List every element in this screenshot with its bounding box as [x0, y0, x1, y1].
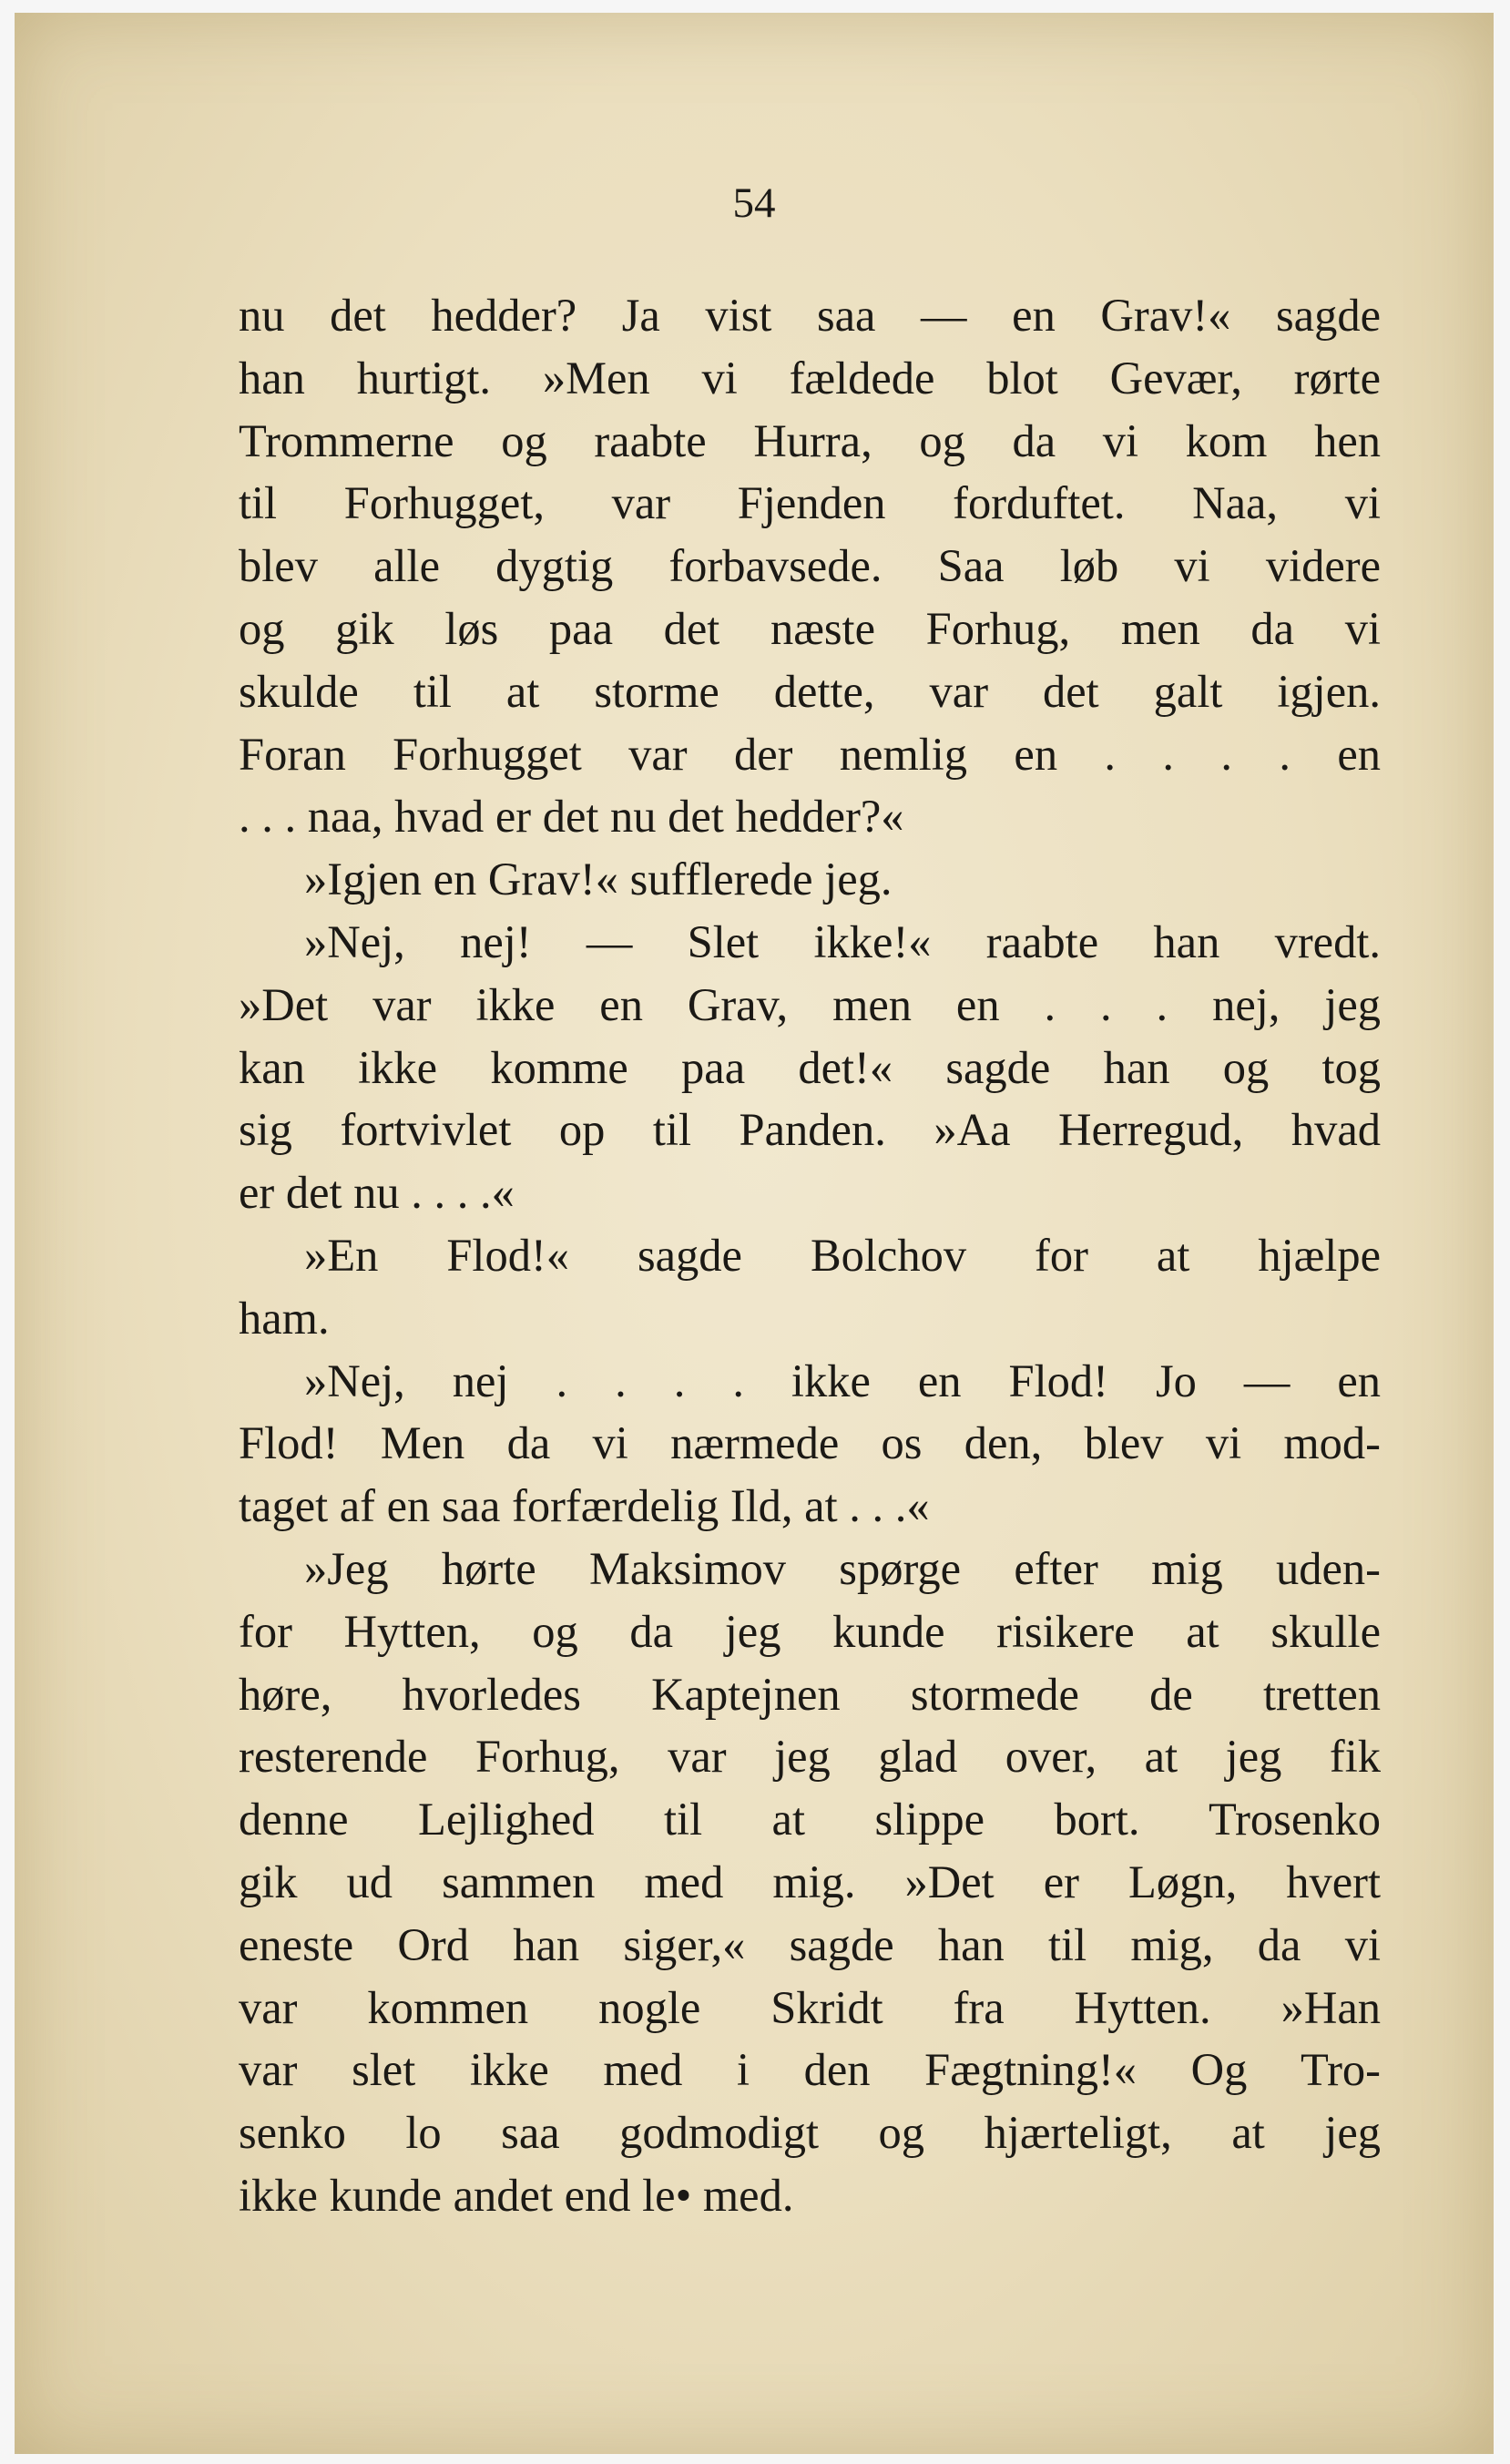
text-line: Flod! Men da vi nærmede os den, blev vi mod-	[239, 1417, 1381, 1469]
text-line: Foran Forhugget var der nemlig en . . . . en	[239, 728, 1381, 780]
text-line: resterende Forhug, var jeg glad over, at jeg fik	[239, 1731, 1381, 1783]
text-line: og gik løs paa det næste Forhug, men da vi	[239, 602, 1381, 654]
text-line: skulde til at storme dette, var det galt igjen.	[239, 665, 1381, 717]
text-line: var slet ikke med i den Fægtning!« Og Tro-	[239, 2044, 1381, 2096]
text-line: senko lo saa godmodigt og hjærteligt, at jeg	[239, 2107, 1381, 2159]
text-line: høre, hvorledes Kaptejnen stormede de tretten	[239, 1668, 1381, 1720]
text-line: gik ud sammen med mig. »Det er Løgn, hvert	[239, 1856, 1381, 1907]
text-line: . . . naa, hvad er det nu det hedder?«	[239, 791, 904, 843]
text-line: »Det var ikke en Grav, men en . . . nej, jeg	[239, 978, 1381, 1030]
text-line: han hurtigt. »Men vi fældede blot Gevær, rørte	[239, 352, 1381, 404]
text-line: er det nu . . . .«	[239, 1167, 515, 1219]
text-line: »Nej, nej . . . . ikke en Flod! Jo — en	[304, 1355, 1381, 1406]
text-line: ikke kunde andet end le• med.	[239, 2169, 794, 2221]
text-line: eneste Ord han siger,« sagde han til mig, da vi	[239, 1918, 1381, 1970]
text-line: »Nej, nej! — Slet ikke!« raabte han vredt.	[304, 915, 1381, 967]
text-line: blev alle dygtig forbavsede. Saa løb vi videre	[239, 540, 1381, 592]
body-text	[239, 284, 1381, 2227]
text-line: sig fortvivlet op til Panden. »Aa Herregud, hvad	[239, 1104, 1381, 1156]
text-line: taget af en saa forfærdelig Ild, at . . .«	[239, 1480, 930, 1532]
text-line: »Igjen en Grav!« sufflerede jeg.	[304, 854, 893, 905]
text-line: kan ikke komme paa det!« sagde han og tog	[239, 1041, 1381, 1093]
text-line: ham.	[239, 1292, 330, 1344]
text-line: »En Flod!« sagde Bolchov for at hjælpe	[304, 1229, 1381, 1281]
page-number: 54	[732, 179, 776, 227]
text-line: for Hytten, og da jeg kunde risikere at skulle	[239, 1605, 1381, 1657]
book-page	[15, 13, 1494, 2454]
text-line: Trommerne og raabte Hurra, og da vi kom hen	[239, 414, 1381, 466]
text-line: til Forhugget, var Fjenden forduftet. Naa, vi	[239, 477, 1381, 529]
text-line: var kommen nogle Skridt fra Hytten. »Han	[239, 1981, 1381, 2033]
text-line: nu det hedder? Ja vist saa — en Grav!« sagde	[239, 290, 1381, 341]
text-line: »Jeg hørte Maksimov spørge efter mig uden-	[304, 1542, 1381, 1594]
text-line: denne Lejlighed til at slippe bort. Trosenko	[239, 1794, 1381, 1845]
